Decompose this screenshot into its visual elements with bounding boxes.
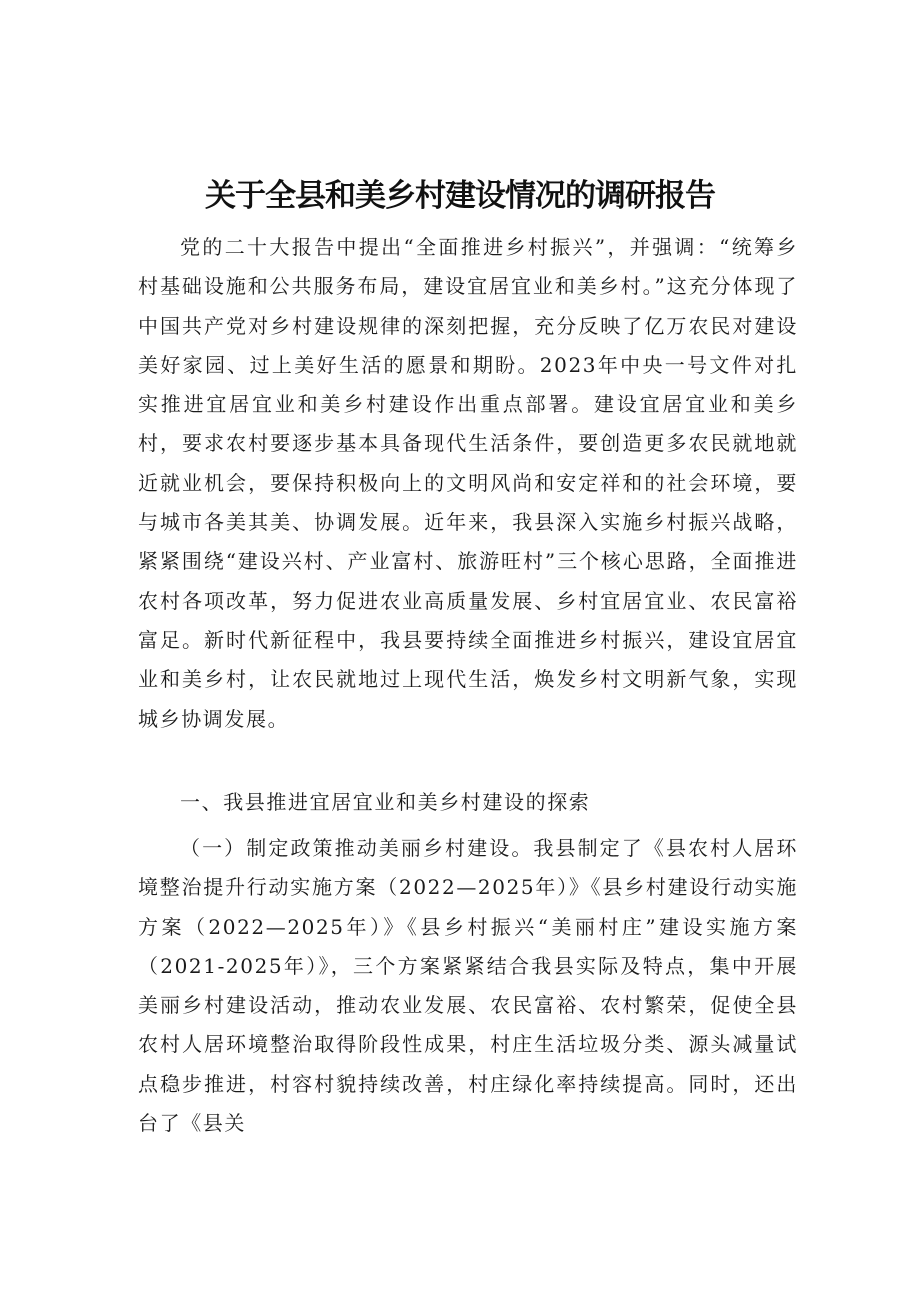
intro-paragraph: 党的二十大报告中提出“全面推进乡村振兴”，并强调：“统筹乡村基础设施和公共服务布局，建设宜居宜业和美乡村。”这充分体现了中国共产党对乡村建设规律的深刻把握，充分反映了亿万农民对建设美好家园、过上美好生活的愿景和期盼。2023年中央一号文件对扎实推进宜居宜业和美乡村建设作出重点部署。建设宜居宜业和美乡村，要求农村要逐步基本具备现代生活条件，要创造更多农民就地就近就业机会，要保持积极向上的文明风尚和安定祥和的社会环境，要与城市各美其美、协调发展。近年来，我县深入实施乡村振兴战略，紧紧围绕“建设兴村、产业富村、旅游旺村”三个核心思路，全面推进农村各项改革，努力促进农业高质量发展、乡村宜居宜业、农民富裕富足。新时代新征程中，我县要持续全面推进乡村振兴，建设宜居宜业和美乡村，让农民就地过上现代生活，焕发乡村文明新气象，实现城乡协调发展。	[138, 235, 798, 731]
section-heading: 一、我县推进宜居宜业和美乡村建设的探索	[180, 790, 591, 814]
section-paragraph: （一）制定政策推动美丽乡村建设。我县制定了《县农村人居环境整治提升行动实施方案（2022—2025年）》《县乡村建设行动实施方案（2022—2025年）》《县乡村振兴“美丽村庄”建设实施方案（2021-2025年）》，三个方案紧紧结合我县实际及特点，集中开展美丽乡村建设活动，推动农业发展、农民富裕、农村繁荣，促使全县农村人居环境整治取得阶段性成果，村庄生活垃圾分类、源头减量试点稳步推进，村容村貌持续改善，村庄绿化率持续提高。同时，还出台了《县关	[138, 836, 798, 1136]
document-title: 关于全县和美乡村建设情况的调研报告	[205, 178, 715, 214]
